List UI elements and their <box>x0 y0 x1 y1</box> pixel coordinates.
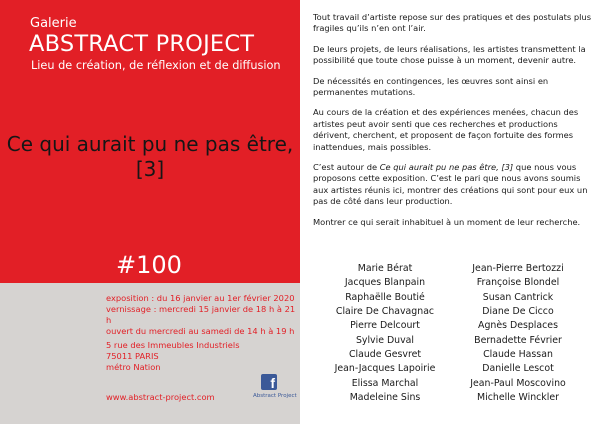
address-city: 75011 PARIS <box>106 351 159 361</box>
artist-name: Danielle Lescot <box>482 363 554 375</box>
galerie-label: Galerie <box>30 16 77 31</box>
opening-hours: ouvert du mercredi au samedi de 14 h à 19 h <box>106 326 295 336</box>
exposition-dates: exposition : du 16 janvier au 1er février 2020 <box>106 293 295 303</box>
artist-name: Françoise Blondel <box>476 277 560 289</box>
artist-name: Bernadette Février <box>474 334 562 346</box>
exhibition-title <box>0 132 300 182</box>
website-link[interactable]: www.abstract-project.com <box>106 392 215 402</box>
artist-name: Elissa Marchal <box>351 377 419 389</box>
facebook-label: Abstract Project <box>253 393 297 399</box>
artist-name: Claude Hassan <box>483 349 553 361</box>
artist-name: Jacques Blanpain <box>344 277 426 289</box>
artist-name: Claude Gesvret <box>348 349 422 361</box>
text-paragraph: Au cours de la création et des expériences menées, chacun des artistes peut avoir senti que ces recherches et productions dérivent, cherchent, et proposent de façon fortuite des formes inattendues, mais possibles. <box>313 107 579 152</box>
exhibition-text <box>313 12 593 237</box>
artist-name: Michelle Winckler <box>477 392 559 404</box>
artist-name: Pierre Delcourt <box>350 320 420 332</box>
text-paragraph: Montrer ce qui serait inhabituel à un moment de leur recherche. <box>313 216 581 227</box>
artist-name: Jean-Pierre Bertozzi <box>472 263 564 274</box>
artist-name: Madeleine Sins <box>349 392 421 404</box>
artist-name: Marie Bérat <box>357 263 413 274</box>
exhibition-title-line2: [3] <box>135 157 165 181</box>
artists-column-2 <box>448 262 588 405</box>
text-fragment: que nous vous proposons cette exposition. C’est le pari que nous avons soumis aux artistes réunis ici, montrer des créations qui sont pour eux un pas de côté dans leur production. <box>313 162 588 207</box>
artist-name: Jean-Paul Moscovino <box>470 377 566 389</box>
artists-column-1 <box>315 262 455 405</box>
artist-name: Diane De Cicco <box>482 306 554 318</box>
gallery-name: ABSTRACT PROJECT <box>29 31 255 57</box>
gallery-address <box>106 340 240 373</box>
title-reference: Ce qui aurait pu ne pas être, [3] <box>379 162 514 173</box>
text-fragment: C’est autour de <box>313 162 380 173</box>
artist-name: Claire De Chavagnac <box>335 306 435 318</box>
address-street: 5 rue des Immeubles Industriels <box>106 340 240 350</box>
text-paragraph: Tout travail d’artiste repose sur des pratiques et des postulats plus fragiles qu’ils n’en ont l’air. <box>313 12 592 34</box>
text-paragraph <box>313 162 593 208</box>
artist-name: Raphaëlle Boutié <box>345 291 425 303</box>
exhibition-dates <box>106 293 300 337</box>
facebook-icon[interactable]: f <box>261 374 277 390</box>
address-metro: métro Nation <box>106 362 161 372</box>
vernissage-date: vernissage : mercredi 15 janvier de 18 h à 21 h <box>106 304 296 325</box>
artist-name: Susan Cantrick <box>482 291 554 303</box>
artist-name: Jean-Jacques Lapoirie <box>334 363 436 375</box>
gallery-tagline: Lieu de création, de réflexion et de diffusion <box>31 59 281 72</box>
exhibition-title-line1: Ce qui aurait pu ne pas être, <box>6 132 294 156</box>
artist-name: Agnès Desplaces <box>478 320 558 332</box>
exhibition-number: #100 <box>116 251 182 279</box>
text-paragraph: De nécessités en contingences, les œuvres sont ainsi en permanentes mutations. <box>313 75 549 98</box>
artist-name: Sylvie Duval <box>355 334 415 346</box>
text-paragraph: De leurs projets, de leurs réalisations, les artistes transmettent la possibilité que toute chose puisse à un moment, devenir autre. <box>313 43 586 66</box>
